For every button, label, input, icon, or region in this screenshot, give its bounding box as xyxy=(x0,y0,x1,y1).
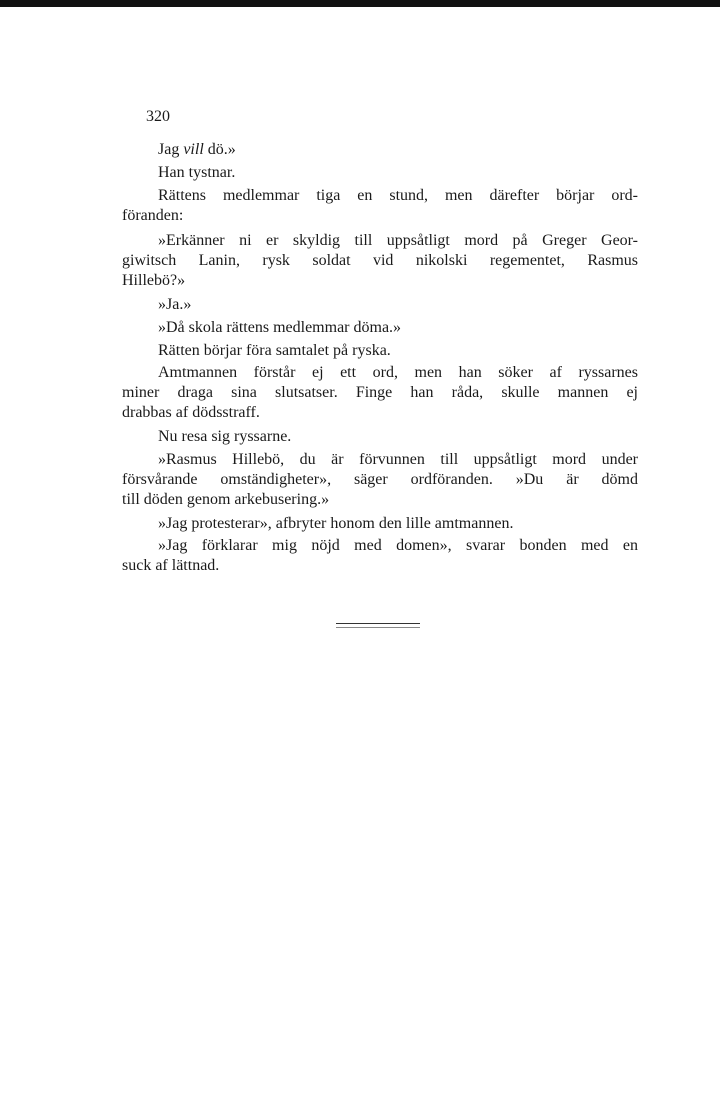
text-line: »Erkänner ni er skyldig till uppsåtligt mord på Greger Geor- xyxy=(158,232,638,249)
emphasis: vill xyxy=(183,141,204,158)
text-line: »Jag förklarar mig nöjd med domen», svarar bonden med en xyxy=(158,537,638,554)
text-line: »Ja.» xyxy=(158,296,192,313)
text-line: Hillebö?» xyxy=(122,272,186,289)
text-line: till döden genom arkebusering.» xyxy=(122,491,330,508)
text-segment: Jag xyxy=(158,141,184,158)
page-number: 320 xyxy=(146,108,170,125)
text-segment: dö.» xyxy=(203,141,236,158)
text-line: miner draga sina slutsatser. Finge han råda, skulle mannen ej xyxy=(122,384,638,401)
section-divider xyxy=(336,623,420,624)
text-line: »Rasmus Hillebö, du är förvunnen till uppsåtligt mord under xyxy=(158,451,638,468)
text-line: föranden: xyxy=(122,207,184,224)
scan-border xyxy=(0,0,720,7)
text-line: Amtmannen förstår ej ett ord, men han söker af ryssarnes xyxy=(158,364,638,381)
text-line: Nu resa sig ryssarne. xyxy=(158,428,292,445)
text-line: Rättens medlemmar tiga en stund, men därefter börjar ord- xyxy=(158,187,638,204)
text-line xyxy=(122,140,638,160)
text-line: drabbas af dödsstraff. xyxy=(122,404,260,421)
section-divider xyxy=(336,627,420,628)
text-line: suck af lättnad. xyxy=(122,557,220,574)
text-line: Rätten börjar föra samtalet på ryska. xyxy=(158,342,391,359)
text-line: Han tystnar. xyxy=(158,164,236,181)
text-line: försvårande omständigheter», säger ordföranden. »Du är dömd xyxy=(122,471,638,488)
text-line: giwitsch Lanin, rysk soldat vid nikolski regementet, Rasmus xyxy=(122,252,638,269)
text-line: »Då skola rättens medlemmar döma.» xyxy=(158,319,402,336)
text-line: »Jag protesterar», afbryter honom den lille amtmannen. xyxy=(158,515,514,532)
